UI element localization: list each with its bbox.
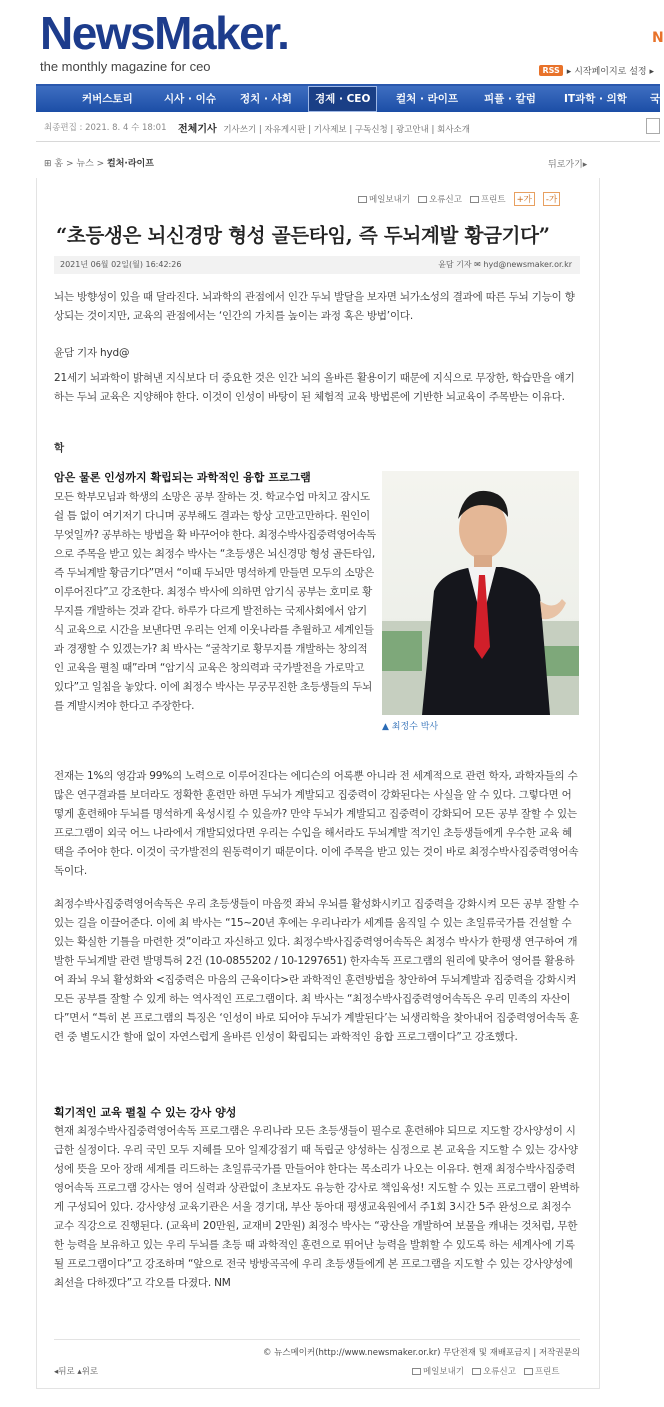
sub-links-list[interactable]: 기사쓰기 | 자유게시판 | 기사제보 | 구독신청 | 광고안내 | 회사소개: [223, 125, 470, 135]
nav-item-culture[interactable]: 컬처 · 라이프: [396, 93, 459, 105]
search-input[interactable]: [646, 118, 660, 134]
home-icon: ⊞: [44, 159, 52, 169]
mail-icon: [412, 1368, 421, 1375]
sub-bar: [36, 112, 660, 142]
mail-icon: [358, 196, 367, 203]
top-links: [539, 64, 654, 77]
bottom-tools: [412, 1365, 560, 1377]
article-dateline: [54, 256, 580, 274]
homepage-link-label: 시작페이지로 설정: [574, 67, 647, 77]
bottom-report-label: 오류신고: [483, 1367, 516, 1377]
email-button[interactable]: [358, 193, 410, 205]
report-icon: [472, 1368, 481, 1375]
breadcrumb-home[interactable]: 홈: [54, 159, 64, 169]
bottom-report-button[interactable]: [472, 1365, 516, 1377]
print-button-label: 프린트: [480, 195, 506, 205]
printer-icon: [470, 196, 479, 203]
article-reporter: 윤담 기자 hyd@: [54, 347, 130, 359]
printer-icon: [524, 1368, 533, 1375]
article-lead: 뇌는 방향성이 있을 때 달라진다. 뇌과학의 관점에서 인간 두뇌 발달을 보자면 뇌가소성의 결과에 따른 두뇌 기능이 향상되는 것이지만, 교육의 관점에서는 ‘인간의 가치를 높이는 과정 혹은 방법’이다.: [54, 291, 575, 322]
nav-item-politics[interactable]: 정치 · 사회: [240, 93, 292, 105]
article-fragment: 학: [54, 442, 64, 454]
section1-heading: 암은 물론 인성까지 확립되는 과학적인 융합 프로그램: [54, 471, 311, 484]
photo-caption: ▲ 최정수 박사: [382, 722, 439, 732]
breadcrumb: ⊞ 홈 > 뉴스 > 컬처·라이프: [44, 159, 154, 169]
article-tools: [358, 192, 560, 206]
sub-links: [178, 120, 470, 135]
main-nav: [36, 84, 660, 112]
nav-item-people[interactable]: 피플 · 칼럼: [484, 93, 536, 105]
homepage-link[interactable]: ▸ 시작페이지로 설정 ▸: [566, 67, 654, 77]
report-icon: [418, 196, 427, 203]
site-logo[interactable]: [40, 8, 360, 78]
back-link-label: 뒤로가기: [548, 160, 583, 170]
font-decrease-button[interactable]: -가: [543, 192, 560, 206]
breadcrumb-news[interactable]: 뉴스: [76, 159, 94, 169]
article-headline: “초등생은 뇌신경망 형성 골든타임, 즉 두뇌계발 황금기다”: [56, 224, 550, 247]
bottom-nav: [54, 1365, 98, 1377]
article-byline[interactable]: 윤담 기자 ✉ hyd@newsmaker.or.kr: [438, 260, 572, 269]
nav-item-economy[interactable]: 경제 · CEO: [308, 86, 377, 112]
divider: [36, 1388, 600, 1389]
section1-column-text: 모든 학부모님과 학생의 소망은 공부 잘하는 것. 학교수업 마치고 잠시도 쉴 틈 없이 여기저기 다니며 공부해도 결과는 항상 고만고만하다. 원인이 무엇일까? 공부하는 방법을 확 바꾸어야 한다. 최정수박사집중력영어속독으로 주목을 받고 있는 최정수 박사는 “초등생은 뇌신경망 형성 골든타임, 즉 두뇌계발 황금기다”면서 “이때 두뇌만 명석하게 만들면 모두의 소망은 이루어진다”고 강조한다. 최정수 박사에 의하면 암기식 공부는 호미로 황무지를 개발하는 것과 같다. 하루가 다르게 발전하는 국제사회에서 암기식 교육으로 시간을 보낸다면 우리는 언제 이웃나라를 추월하고 세계인들과 경쟁할 수 있겠는가? 최 박사는 “굴착기로 황무지를 개발하는 창의적인 교육을 펼칠 때”라며 “암기식 교육은 창의력과 국가발전을 가로막고 있다”고 일침을 놓았다. 이에 최정수 박사는 무궁무진한 초등생들의 두뇌를 계발시켜야 한다고 주장한다.: [54, 491, 376, 712]
copyright-notice: © 뉴스메이커(http://www.newsmaker.or.kr) 무단전재 및 재배포금지 | 저작권문의: [54, 1339, 580, 1358]
section2-heading: 획기적인 교육 펼칠 수 있는 강사 양성: [54, 1106, 237, 1119]
portrait-illustration: [382, 471, 579, 715]
breadcrumb-current[interactable]: 컬처·라이프: [107, 159, 154, 169]
back-link[interactable]: 뒤로가기▸: [548, 160, 588, 170]
report-error-button[interactable]: [418, 193, 462, 205]
nav-item-more[interactable]: 국: [650, 93, 661, 105]
article-photo: [382, 471, 579, 715]
back-button[interactable]: ◂뒤로: [54, 1367, 75, 1377]
all-articles-link[interactable]: 전체기사: [178, 124, 217, 135]
article-date: 2021년 06월 02일(월) 16:42:26: [60, 260, 182, 269]
bottom-print-button[interactable]: [524, 1365, 560, 1377]
nav-item-cover[interactable]: 커버스토리: [82, 93, 133, 105]
rss-icon[interactable]: RSS: [539, 65, 562, 76]
nav-item-issue[interactable]: 시사 · 이슈: [164, 93, 216, 105]
bottom-email-label: 메일보내기: [423, 1367, 465, 1377]
bottom-print-label: 프린트: [534, 1367, 560, 1377]
article-paragraph-1: 전재는 1%의 영감과 99%의 노력으로 이루어진다는 에디슨의 어록뿐 아니라 전 세계적으로 관련 학자, 과학자들의 수많은 연구결과를 보더라도 정확한 훈련만 하면 두뇌가 계발되고 집중력이 강화된다는 사실을 알 수 있다. 그렇다면 어떻게 훈련해야 두뇌를 명석하게 육성시킬 수 있을까? 만약 두뇌가 계발되고 집중력이 강화되어 모든 공부 잘할 수 있는 프로그램이 외국 어느 나라에서 개발되었다면 우리는 수입을 해서라도 두뇌계발 적기인 초등생들에게 우수한 교육 혜택을 주어야 한다. 이것이 국가발전의 원동력이기 때문이다. 이에 주목을 받고 있는 것이 바로 최정수박사집중력영어속독이다.: [54, 770, 579, 877]
nav-item-it[interactable]: IT과학 · 의학: [564, 93, 627, 105]
bottom-email-button[interactable]: [412, 1365, 464, 1377]
print-button[interactable]: [470, 193, 506, 205]
corner-letter: N: [652, 30, 664, 46]
last-updated: 최종편집 : 2021. 8. 4 수 18:01: [44, 123, 167, 133]
logo-tagline: the monthly magazine for ceo: [40, 59, 211, 74]
email-button-label: 메일보내기: [369, 195, 411, 205]
article-intro: 21세기 뇌과학이 밝혀낸 지식보다 더 중요한 것은 인간 뇌의 올바른 활용이기 때문에 지식으로 무장한, 학습만을 얘기하는 두뇌 교육은 지양해야 한다. 이것이 인성이 바탕이 된 체험적 교육 방법론에 기반한 뇌교육이 주목받는 이유다.: [54, 372, 575, 403]
font-increase-button[interactable]: +가: [514, 192, 535, 206]
article-paragraph-2: 최정수박사집중력영어속독은 우리 초등생들이 마음껏 좌뇌 우뇌를 활성화시키고 집중력을 강화시켜 모든 공부 잘할 수 있는 길을 이끌어준다. 이에 최 박사는 “15~20년 후에는 우리나라가 세계를 움직일 수 있는 초일류국가를 건설할 수 있는 확실한 기틀을 마련한 것”이라고 자신하고 있다. 최정수박사집중력영어속독은 최정수 박사가 한평생 연구하여 개발한 두뇌계발 관련 발명특허 2건 (10-0855202 / 10-1297651) 한자속독 프로그램의 원리에 맞추어 영어를 활용하여 좌뇌 우뇌 활성화와 <집중력은 마음의 근육이다>란 과학적인 훈련방법을 창안하여 두뇌계발과 집중력을 강화시켜 모든 공부를 잘할 수 있게 하는 역사적인 프로그램이다. 최 박사는 “최정수박사집중력영어속독은 우리 민족의 자산이다”면서 “특히 본 프로그램의 특징은 ‘인성이 바로 되어야 두뇌가 계발된다’는 뇌생리학을 찾아내어 집중력영어속독 훈련 중 별도시간 할애 없이 자연스럽게 올바른 인성이 확립되는 과학적인 융합 프로그램이다”고 강조했다.: [54, 898, 579, 1043]
top-button[interactable]: ▴위로: [77, 1367, 99, 1377]
report-error-label: 오류신고: [429, 195, 462, 205]
logo-wordmark: NewsMaker.: [40, 7, 289, 59]
article-paragraph-3: 현재 최정수박사집중력영어속독 프로그램은 우리나라 모든 초등생들이 필수로 훈련해야 되므로 지도할 강사양성이 시급한 실정이다. 우리 국민 모두 지혜를 모아 일제강점기 때 독립군 양성하는 심정으로 본 교육을 지도할 수 있는 강사양성에 뜻을 모아 장래 세계를 리드하는 초일류국가를 만들어야 한다는 목소리가 나오는 이유다. 현재 최정수박사집중력영어속독 프로그램 강사는 영어 실력과 상관없이 초보자도 유능한 강사로 책임육성! 지도할 수 있는 프로그램이 완벽하게 구성되어 있다. 강사양성 교육기관은 서울 경기대, 부산 동아대 평생교육원에서 주1회 3시간 5주 완성으로 최정수 교수 직강으로 진행된다. (교육비 20만원, 교재비 2만원) 최정수 박사는 “광산을 개발하여 보물을 캐내는 것처럼, 무한한 능력을 보유하고 있는 우리 두뇌를 초등 때 과학적인 훈련으로 뛰어난 능력을 발휘할 수 있도록 하는 세계사에 기록될 프로그램이다”고 강조하며 “앞으로 전국 방방곡곡에 우리 초등생들에게 본 프로그램을 지도할 수 있는 강사양성에 최선을 다하겠다”고 각오를 다졌다. NM: [54, 1125, 580, 1289]
